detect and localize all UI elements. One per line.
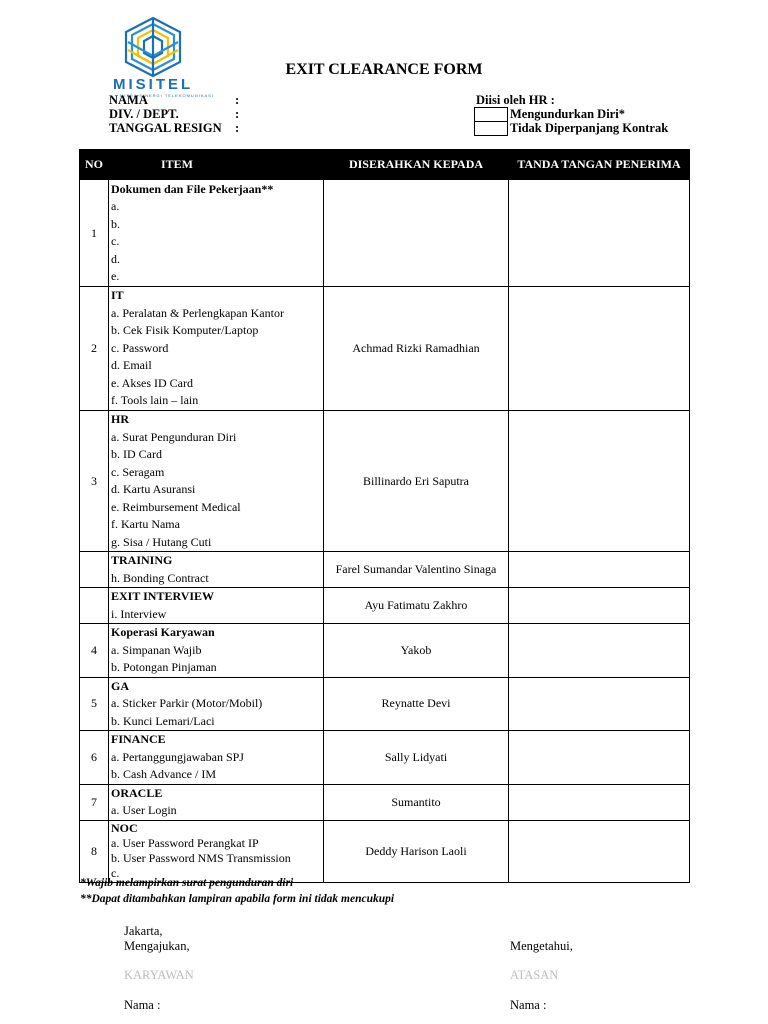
table-row xyxy=(80,731,690,785)
table-row xyxy=(80,677,690,731)
list-item: a. xyxy=(111,199,120,213)
supervisor-name-field: Nama : xyxy=(510,998,547,1012)
table-row xyxy=(80,588,690,624)
header-item: ITEM xyxy=(109,150,324,180)
field-colon: : xyxy=(235,121,240,135)
list-item: h. Bonding Contract xyxy=(111,570,209,585)
row-number: 3 xyxy=(80,411,109,552)
recipient-name: Yakob xyxy=(324,624,509,678)
list-item: d. Email xyxy=(111,358,152,373)
table-row xyxy=(80,624,690,678)
recipient-name xyxy=(324,180,509,287)
table-header-row xyxy=(80,150,690,180)
list-item: a. Pertanggungjawaban SPJ xyxy=(111,749,244,764)
row-item xyxy=(109,677,324,731)
list-item: e. Akses ID Card xyxy=(111,375,193,390)
recipient-name: Farel Sumandar Valentino Sinaga xyxy=(324,552,509,588)
option-mengundurkan: Mengundurkan Diri* xyxy=(510,107,625,121)
form-title: EXIT CLEARANCE FORM xyxy=(285,61,483,78)
list-item: b. Cek Fisik Komputer/Laptop xyxy=(111,323,259,338)
list-item: b. Cash Advance / IM xyxy=(111,767,216,781)
signature-cell[interactable] xyxy=(509,820,690,882)
option-tidak-diperpanjang: Tidak Diperpanjang Kontrak xyxy=(510,121,669,135)
list-item: b. Kunci Lemari/Laci xyxy=(111,713,215,728)
clearance-table xyxy=(79,149,690,883)
item-title: Koperasi Karyawan xyxy=(111,625,215,639)
list-item: f. Kartu Nama xyxy=(111,517,180,531)
row-item xyxy=(109,588,324,624)
signature-cell[interactable] xyxy=(509,180,690,287)
item-title: IT xyxy=(111,288,124,303)
field-label-div: DIV. / DEPT. xyxy=(109,107,179,121)
recipient-name: Achmad Rizki Ramadhian xyxy=(324,287,509,411)
footer-know: Mengetahui, xyxy=(510,939,573,953)
signature-cell[interactable] xyxy=(509,731,690,785)
list-item: d. Kartu Asuransi xyxy=(111,482,196,496)
recipient-name: Sumantito xyxy=(324,784,509,820)
row-number: 4 xyxy=(80,624,109,678)
list-item: i. Interview xyxy=(111,606,167,621)
item-title: HR xyxy=(111,412,129,426)
item-title: GA xyxy=(111,678,129,693)
item-title: Dokumen dan File Pekerjaan** xyxy=(111,181,274,196)
logo-subtext: MITRA SINERGI TELEKOMUNIKASI xyxy=(120,93,214,98)
field-label-tanggal: TANGGAL RESIGN xyxy=(109,121,222,135)
footer-submit: Mengajukan, xyxy=(124,939,190,953)
table-row xyxy=(80,180,690,287)
item-title: ORACLE xyxy=(111,785,163,800)
list-item: c. Password xyxy=(111,340,169,355)
hr-section-title: Diisi oleh HR : xyxy=(476,93,555,107)
employee-placeholder: KARYAWAN xyxy=(124,968,194,982)
logo-text: MISITEL xyxy=(113,76,194,93)
field-label-nama: NAMA xyxy=(109,93,148,107)
row-number: 6 xyxy=(80,731,109,785)
list-item: e. Reimbursement Medical xyxy=(111,499,241,514)
recipient-name: Billinardo Eri Saputra xyxy=(324,411,509,552)
signature-cell[interactable] xyxy=(509,784,690,820)
row-item xyxy=(109,287,324,411)
row-number: 1 xyxy=(80,180,109,287)
list-item: e. xyxy=(111,269,120,283)
row-item xyxy=(109,820,324,882)
list-item: a. Sticker Parkir (Motor/Mobil) xyxy=(111,696,263,710)
row-number xyxy=(80,552,109,588)
signature-cell[interactable] xyxy=(509,411,690,552)
footer-city: Jakarta, xyxy=(124,924,163,938)
checkbox-mengundurkan[interactable] xyxy=(474,107,508,122)
row-number: 2 xyxy=(80,287,109,411)
row-number: 5 xyxy=(80,677,109,731)
item-title: FINANCE xyxy=(111,732,166,746)
signature-cell[interactable] xyxy=(509,624,690,678)
recipient-name: Deddy Harison Laoli xyxy=(324,820,509,882)
list-item: a. Surat Pengunduran Diri xyxy=(111,429,237,444)
row-item xyxy=(109,731,324,785)
list-item: a. Peralatan & Perlengkapan Kantor xyxy=(111,305,284,320)
table-row xyxy=(80,552,690,588)
list-item: f. Tools lain – lain xyxy=(111,393,199,408)
row-item xyxy=(109,180,324,287)
recipient-name: Reynatte Devi xyxy=(324,677,509,731)
header-no: NO xyxy=(80,150,109,180)
employee-name-field: Nama : xyxy=(124,998,161,1012)
header-tanda-tangan: TANDA TANGAN PENERIMA xyxy=(509,150,690,180)
header-diserahkan: DISERAHKAN KEPADA xyxy=(324,150,509,180)
note-required: *Wajib melampirkan surat pengunduran diri xyxy=(80,877,294,889)
employee-fields xyxy=(109,93,309,137)
row-item xyxy=(109,624,324,678)
list-item: c. Seragam xyxy=(111,464,165,479)
signature-cell[interactable] xyxy=(509,588,690,624)
checkbox-tidak-diperpanjang[interactable] xyxy=(474,121,508,136)
field-colon: : xyxy=(235,93,240,107)
list-item: b. xyxy=(111,216,120,231)
row-item xyxy=(109,552,324,588)
table-row xyxy=(80,820,690,882)
row-number: 7 xyxy=(80,784,109,820)
row-number xyxy=(80,588,109,624)
list-item: a. User Login xyxy=(111,803,177,817)
note-attachment: **Dapat ditambahkan lampiran apabila form ini tidak mencukupi xyxy=(80,893,395,905)
field-colon: : xyxy=(235,107,240,121)
list-item: c. xyxy=(111,866,120,880)
signature-cell[interactable] xyxy=(509,552,690,588)
table-row xyxy=(80,784,690,820)
signature-cell[interactable] xyxy=(509,287,690,411)
recipient-name: Ayu Fatimatu Zakhro xyxy=(324,588,509,624)
row-item xyxy=(109,784,324,820)
table-row xyxy=(80,411,690,552)
list-item: d. xyxy=(111,251,120,266)
item-title: EXIT INTERVIEW xyxy=(111,589,215,603)
item-title: TRAINING xyxy=(111,553,173,567)
table-row xyxy=(80,287,690,411)
supervisor-placeholder: ATASAN xyxy=(510,968,559,982)
list-item: a. User Password Perangkat IP xyxy=(111,836,259,850)
item-title: NOC xyxy=(111,821,138,835)
list-item: b. ID Card xyxy=(111,447,162,461)
row-item xyxy=(109,411,324,552)
list-item: a. Simpanan Wajib xyxy=(111,642,202,657)
signature-cell[interactable] xyxy=(509,677,690,731)
list-item: g. Sisa / Hutang Cuti xyxy=(111,534,212,549)
recipient-name: Sally Lidyati xyxy=(324,731,509,785)
row-number: 8 xyxy=(80,820,109,882)
list-item: b. Potongan Pinjaman xyxy=(111,660,217,674)
list-item: c. xyxy=(111,234,120,248)
list-item: b. User Password NMS Transmission xyxy=(111,851,291,865)
